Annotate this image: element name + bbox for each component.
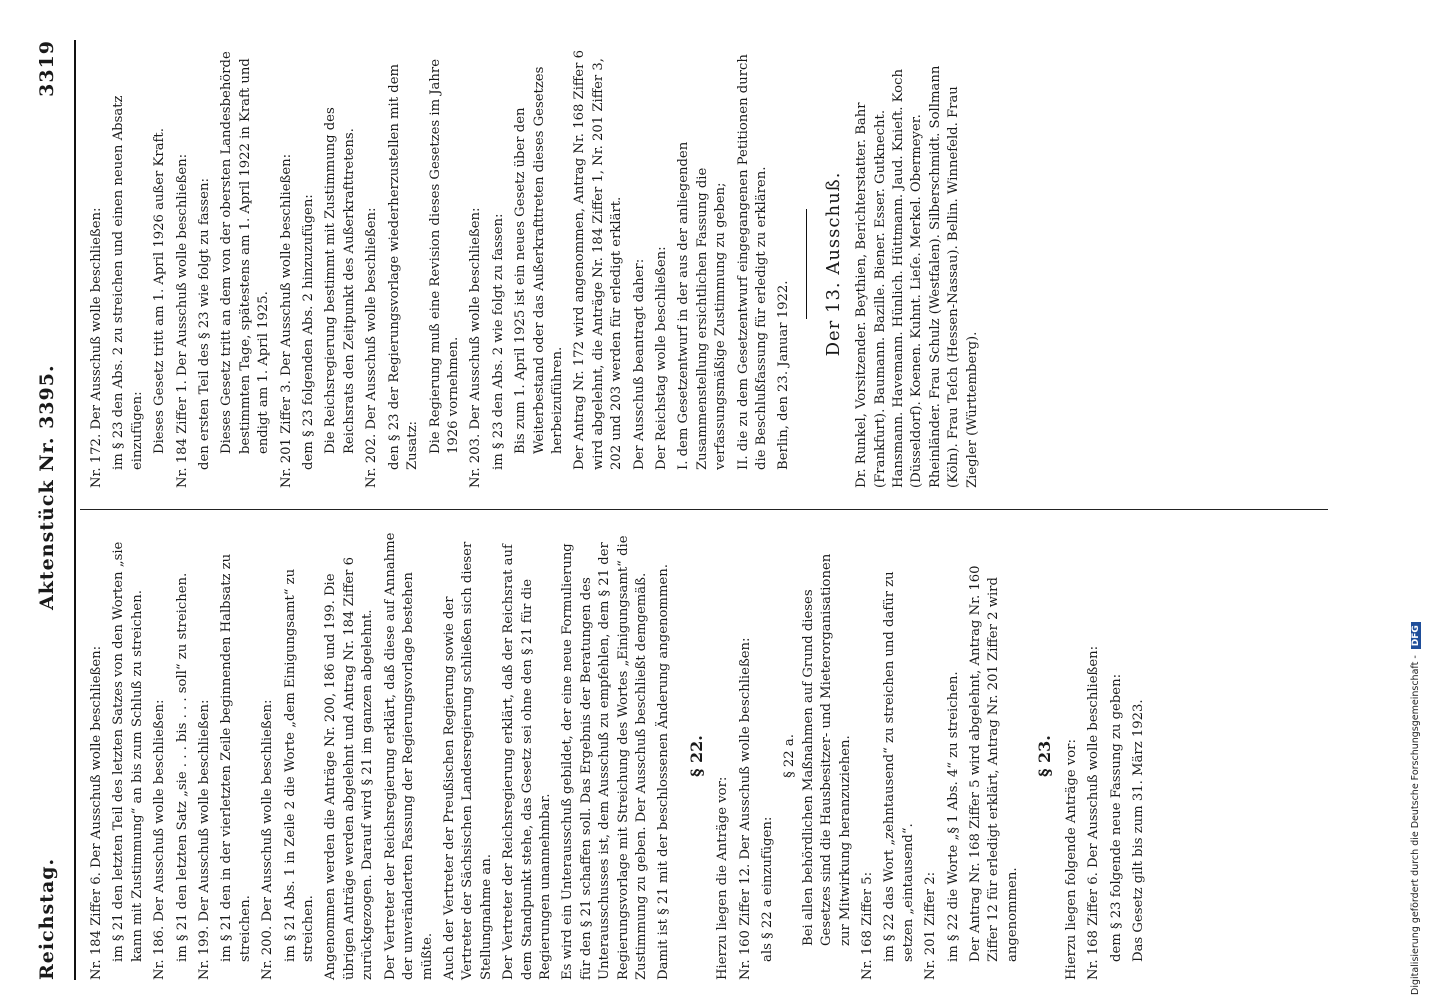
paragraph-r6: Dieses Gesetz tritt an dem von der obersten Landesbehörde bestimmten Tage, spätestens am 1. April 1922 in Kraft und endigt am 1. April 1925.	[219, 51, 272, 454]
paragraph-l22: im § 22 das Wort „zehntausend“ zu streichen und dafür zu setzen „eintausend“.	[882, 571, 916, 962]
paragraph-r11: den § 23 der Regierungsvorlage wiederherzustellen mit dem Zusatz:	[386, 63, 421, 470]
paragraph-l4: im § 21 den letzten Satz „sie . . . bis . . . soll“ zu streichen.	[174, 572, 190, 962]
paragraph-r1: Nr. 172. Der Ausschuß wolle beschließen:	[89, 207, 104, 488]
paragraph-l24: im § 22 die Worte „§ 1 Abs. 4“ zu streichen.	[945, 671, 961, 962]
paragraph-l12: Der Vertreter der Reichsregierung erklärt, daß der Reichsrat auf dem Standpunkt stehe, das Gesetz sei ohne den § 21 für die Regierungen unannehmbar.	[501, 544, 553, 980]
paragraph-l28: Nr. 168 Ziffer 6. Der Ausschuß wolle beschließen:	[1086, 645, 1102, 980]
paragraph-l27: Hierzu liegen folgende Anträge vor:	[1063, 739, 1079, 980]
paragraph-l13: Es wird ein Unterausschuß gebildet, der eine neue Formulierung für den § 21 schaffen soll. Das Ergebnis der Beratungen des Unterausschusses ist, dem Ausschuß zu empfehlen, dem § 21 der Regierungsvorlage mit Streichung des Wortes „Einigungsamt“ die Zustimmung zu geben. Der Ausschuß beschließt demgemäß.	[560, 535, 649, 980]
paragraph-l2: im § 21 den letzten Teil des letzten Satzes von den Worten „sie kann mit Zustimmung“ an bis zum Schluß zu streichen.	[111, 541, 145, 962]
paragraph-r14: im § 23 den Abs. 2 wie folgt zu fassen:	[490, 213, 506, 470]
paragraph-l5: Nr. 199. Der Ausschuß wolle beschließen:	[197, 699, 213, 980]
paragraph-r10: Nr. 202. Der Ausschuß wolle beschließen:	[364, 207, 380, 488]
paragraph-r7: Nr. 201 Ziffer 3. Der Ausschuß wolle beschließen:	[278, 153, 294, 488]
paragraph-r8: dem § 23 folgenden Abs. 2 hinzuzufügen:	[301, 194, 317, 470]
paragraph-l20: Bei allen behördlichen Maßnahmen auf Grund dieses Gesetzes sind die Hausbesitzer- und Mieterorganisationen zur Mitwirkung heranzuziehen.	[800, 553, 853, 946]
paragraph-l15: § 22.	[686, 735, 706, 777]
page-header	[32, 40, 76, 980]
dfg-logo: DFG	[1411, 622, 1421, 649]
paragraph-l10: Der Vertreter der Reichsregierung erklärt, daß diese auf Annahme der unveränderten Fassung der Regierungsvorlage bestehen müßte.	[382, 532, 435, 980]
paragraph-l16: Hierzu liegen die Anträge vor:	[715, 776, 731, 980]
paragraph-r17: Der Ausschuß beantragt daher:	[631, 258, 647, 470]
paragraph-r9: Die Reichsregierung bestimmt mit Zustimmung des Reichsrats den Zeitpunkt des Außerkrafttretens.	[323, 107, 357, 454]
paragraph-r23: Dr. Runkel, Vorsitzender. Beythien, Berichterstatter. Bahr (Frankfurt). Baumann. Bazille. Biener. Esser. Gutknecht. Hansmann. Havemann. Hünlich. Hüttmann. Jaud. Knieſt. Koch (Düsseldorf). Koenen. Kuhnt. Lieſe. Merkel. Obermeyer. Rheinländer. Frau Schulz (Westfalen). Silberschmidt. Sollmann (Köln). Frau Teſch (Hessen-Nassau). Bellin. Winnefeld. Frau Ziegler (Württemberg).	[854, 65, 980, 488]
paragraph-r22: Der 13. Ausschuß.	[822, 171, 844, 357]
paragraph-l23: Nr. 201 Ziffer 2:	[923, 871, 939, 980]
paragraph-r21: Berlin, den 23. Januar 1922.	[776, 280, 792, 470]
digitization-text: Digitalisierung gefördert durch die Deutsche Forschungsgemeinschaft -	[1410, 655, 1421, 995]
paragraph-r5: den ersten Teil des § 23 wie folgt zu fassen:	[197, 178, 213, 470]
paragraph-l8: im § 21 Abs. 1 in Zeile 2 die Worte „dem Einigungsamt“ zu streichen.	[282, 568, 317, 962]
paragraph-r15: Bis zum 1. April 1925 ist ein neues Gesetz über den Weiterbestand oder das Außerkrafttreten dieses Gesetzes herbeizuführen.	[513, 66, 565, 454]
column-divider	[80, 509, 1328, 510]
separator-rule	[806, 209, 807, 319]
header-left: Reichstag.	[36, 857, 58, 980]
paragraph-l26: § 23.	[1035, 735, 1055, 777]
paragraph-r16: Der Antrag Nr. 172 wird angenommen, Antrag Nr. 168 Ziffer 6 wird abgelehnt, die Anträge Nr. 184 Ziffer 1, Nr. 201 Ziffer 3, 202 und 203 werden für erledigt erklärt.	[572, 50, 625, 470]
paragraph-l30: Das Gesetz gilt bis zum 31. März 1923.	[1130, 699, 1146, 962]
paragraph-l1: Nr. 184 Ziffer 6. Der Ausschuß wolle beschließen:	[89, 645, 104, 980]
header-rule	[74, 40, 76, 980]
paragraph-r12: Die Regierung muß eine Revision dieses Gesetzes im Jahre 1926 vornehmen.	[427, 58, 461, 454]
paragraph-r18: Der Reichstag wolle beschließen:	[653, 246, 669, 470]
paragraph-l29: dem § 23 folgende neue Fassung zu geben:	[1108, 673, 1124, 962]
paragraph-l6: im § 21 den in der vierletzten Zeile beginnenden Halbsatz zu streichen.	[219, 553, 253, 962]
paragraph-r3: Dieses Gesetz tritt am 1. April 1926 außer Kraft.	[152, 128, 168, 454]
left-column	[88, 532, 1152, 980]
paragraph-l7: Nr. 200. Der Ausschuß wolle beschließen:	[260, 699, 276, 980]
paragraph-r19: I. dem Gesetzentwurf in der aus der anliegenden Zusammenstellung ersichtlichen Fassung die verfassungsmäßige Zustimmung zu geben;	[676, 141, 729, 470]
paragraph-l11: Auch der Vertreter der Preußischen Regierung sowie der Vertreter der Sächsischen Landesregierung schließen sich dieser Stellungnahme an.	[441, 541, 494, 980]
page-number: 3319	[36, 40, 58, 97]
header-title: Aktenstück Nr. 3395.	[36, 364, 58, 610]
paragraph-r20: II. die zu dem Gesetzentwurf eingegangenen Petitionen durch die Beschlußfassung für erledigt zu erklären.	[735, 54, 769, 470]
paragraph-r2: im § 23 den Abs. 2 zu streichen und einen neuen Absatz einzufügen:	[111, 95, 145, 470]
paragraph-r13: Nr. 203. Der Ausschuß wolle beschließen:	[468, 207, 484, 488]
right-column	[88, 40, 986, 488]
paragraph-l18: als § 22 a einzufügen:	[760, 816, 775, 962]
digitization-note	[1410, 0, 1428, 995]
document-page	[22, 0, 1352, 1000]
paragraph-l3: Nr. 186. Der Ausschuß wolle beschließen:	[152, 699, 168, 980]
paragraph-l9: Angenommen werden die Anträge Nr. 200, 186 und 199. Die übrigen Anträge werden abgelehnt und Antrag Nr. 184 Ziffer 6 zurückgezogen. Darauf wird § 21 im ganzen abgelehnt.	[323, 556, 376, 980]
paragraph-l14: Damit ist § 21 mit der beschlossenen Änderung angenommen.	[656, 564, 672, 980]
paragraph-l19: § 22 a.	[782, 734, 798, 778]
paragraph-r4: Nr. 184 Ziffer 1. Der Ausschuß wolle beschließen:	[174, 153, 190, 488]
paragraph-l21: Nr. 168 Ziffer 5:	[860, 871, 876, 980]
paragraph-l17: Nr. 160 Ziffer 12. Der Ausschuß wolle beschließen:	[737, 637, 753, 980]
paragraph-l25: Der Antrag Nr. 168 Ziffer 5 wird abgelehnt, Antrag Nr. 160 Ziffer 12 für erledigt erklärt, Antrag Nr. 201 Ziffer 2 wird angenommen.	[968, 565, 1020, 962]
